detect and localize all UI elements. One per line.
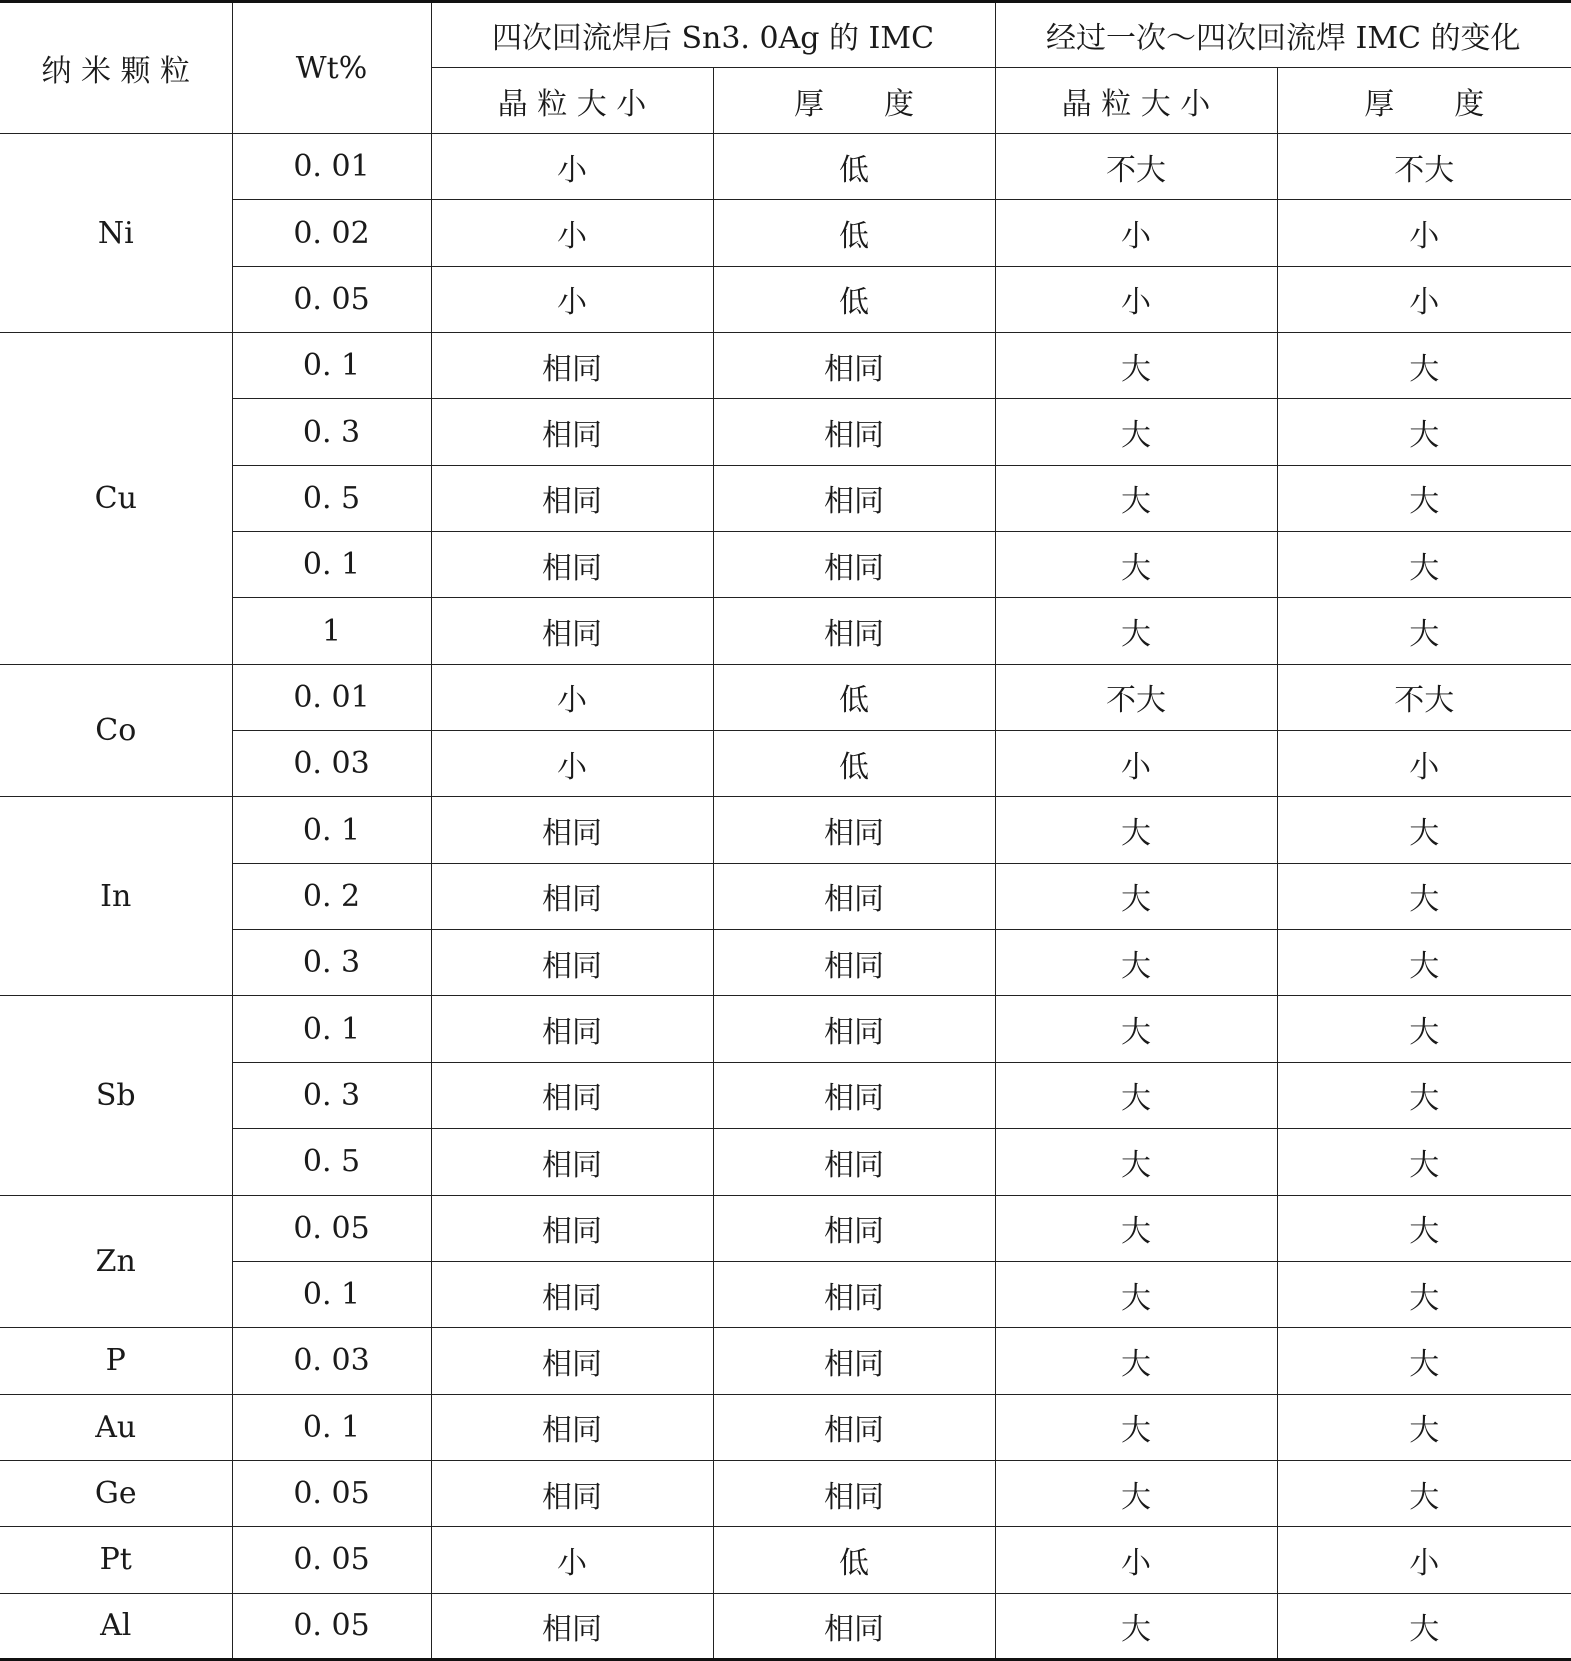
header-group-after-four-reflows: 四次回流焊后 Sn3. 0Ag 的 IMC	[431, 2, 995, 68]
table-row	[0, 1328, 1571, 1394]
grain-size-change-cell: 大	[995, 1328, 1277, 1394]
thickness-after-cell: 相同	[713, 1129, 995, 1195]
grain-size-change-cell: 大	[995, 1593, 1277, 1659]
thickness-after-cell: 相同	[713, 465, 995, 531]
grain-size-after-cell: 相同	[431, 399, 713, 465]
thickness-after-cell: 相同	[713, 1328, 995, 1394]
thickness-after-cell: 相同	[713, 598, 995, 664]
thickness-after-cell: 低	[713, 134, 995, 200]
thickness-change-cell: 大	[1277, 1394, 1571, 1460]
grain-size-change-cell: 大	[995, 1062, 1277, 1128]
table-row	[0, 1261, 1571, 1327]
grain-size-change-cell: 大	[995, 1394, 1277, 1460]
grain-size-after-cell: 相同	[431, 598, 713, 664]
thickness-change-cell: 大	[1277, 930, 1571, 996]
grain-size-change-cell: 小	[995, 1527, 1277, 1593]
thickness-change-cell: 大	[1277, 1261, 1571, 1327]
grain-size-change-cell: 大	[995, 532, 1277, 598]
wt-cell: 0. 3	[232, 1062, 431, 1128]
wt-cell: 0. 3	[232, 930, 431, 996]
wt-cell: 0. 05	[232, 266, 431, 332]
thickness-change-cell: 大	[1277, 1328, 1571, 1394]
table-row	[0, 333, 1571, 399]
grain-size-change-cell: 不大	[995, 664, 1277, 730]
thickness-after-cell: 相同	[713, 333, 995, 399]
thickness-after-cell: 相同	[713, 1394, 995, 1460]
wt-cell: 0. 01	[232, 664, 431, 730]
header-grain-size-2: 晶 粒 大 小	[995, 68, 1277, 134]
header-particle: 纳 米 颗 粒	[0, 2, 232, 134]
header-grain-size-1: 晶 粒 大 小	[431, 68, 713, 134]
wt-cell: 0. 1	[232, 1394, 431, 1460]
grain-size-after-cell: 小	[431, 731, 713, 797]
thickness-after-cell: 相同	[713, 1460, 995, 1526]
wt-cell: 0. 05	[232, 1195, 431, 1261]
thickness-after-cell: 相同	[713, 863, 995, 929]
table-row	[0, 266, 1571, 332]
grain-size-change-cell: 大	[995, 1195, 1277, 1261]
thickness-change-cell: 大	[1277, 797, 1571, 863]
particle-name-cell: Pt	[0, 1527, 232, 1593]
grain-size-after-cell: 相同	[431, 1593, 713, 1659]
wt-cell: 0. 03	[232, 731, 431, 797]
grain-size-change-cell: 大	[995, 399, 1277, 465]
thickness-change-cell: 大	[1277, 1195, 1571, 1261]
particle-name-cell: Sb	[0, 996, 232, 1195]
wt-cell: 0. 5	[232, 1129, 431, 1195]
grain-size-after-cell: 小	[431, 134, 713, 200]
thickness-after-cell: 相同	[713, 399, 995, 465]
thickness-change-cell: 小	[1277, 200, 1571, 266]
wt-cell: 0. 1	[232, 532, 431, 598]
thickness-after-cell: 相同	[713, 1195, 995, 1261]
thickness-after-cell: 相同	[713, 1593, 995, 1659]
table-header	[0, 2, 1571, 134]
thickness-after-cell: 相同	[713, 996, 995, 1062]
grain-size-after-cell: 小	[431, 664, 713, 730]
table-row	[0, 1195, 1571, 1261]
table-body	[0, 134, 1571, 1660]
thickness-change-cell: 大	[1277, 333, 1571, 399]
grain-size-after-cell: 相同	[431, 930, 713, 996]
table-row	[0, 134, 1571, 200]
wt-cell: 0. 03	[232, 1328, 431, 1394]
thickness-after-cell: 相同	[713, 532, 995, 598]
particle-name-cell: In	[0, 797, 232, 996]
grain-size-change-cell: 大	[995, 996, 1277, 1062]
grain-size-after-cell: 相同	[431, 996, 713, 1062]
table-row	[0, 399, 1571, 465]
thickness-change-cell: 不大	[1277, 664, 1571, 730]
thickness-change-cell: 小	[1277, 731, 1571, 797]
wt-cell: 0. 5	[232, 465, 431, 531]
grain-size-after-cell: 小	[431, 266, 713, 332]
table-row	[0, 863, 1571, 929]
thickness-change-cell: 大	[1277, 1593, 1571, 1659]
thickness-change-cell: 大	[1277, 532, 1571, 598]
thickness-after-cell: 低	[713, 1527, 995, 1593]
particle-name-cell: P	[0, 1328, 232, 1394]
grain-size-after-cell: 相同	[431, 797, 713, 863]
thickness-change-cell: 大	[1277, 598, 1571, 664]
wt-cell: 0. 1	[232, 797, 431, 863]
grain-size-change-cell: 不大	[995, 134, 1277, 200]
grain-size-change-cell: 大	[995, 1129, 1277, 1195]
thickness-change-cell: 大	[1277, 1460, 1571, 1526]
thickness-change-cell: 大	[1277, 996, 1571, 1062]
wt-cell: 0. 05	[232, 1593, 431, 1659]
table-row	[0, 1527, 1571, 1593]
header-thickness-2: 厚 度	[1277, 68, 1571, 134]
grain-size-change-cell: 大	[995, 1261, 1277, 1327]
grain-size-after-cell: 相同	[431, 1328, 713, 1394]
wt-cell: 0. 3	[232, 399, 431, 465]
wt-cell: 0. 1	[232, 1261, 431, 1327]
particle-name-cell: Au	[0, 1394, 232, 1460]
particle-name-cell: Cu	[0, 333, 232, 665]
thickness-change-cell: 大	[1277, 399, 1571, 465]
thickness-after-cell: 相同	[713, 930, 995, 996]
grain-size-change-cell: 小	[995, 200, 1277, 266]
table-row	[0, 532, 1571, 598]
thickness-after-cell: 低	[713, 664, 995, 730]
header-thickness-1: 厚 度	[713, 68, 995, 134]
table-row	[0, 1593, 1571, 1659]
grain-size-after-cell: 相同	[431, 465, 713, 531]
thickness-after-cell: 相同	[713, 1062, 995, 1128]
thickness-change-cell: 小	[1277, 1527, 1571, 1593]
thickness-after-cell: 相同	[713, 1261, 995, 1327]
thickness-change-cell: 大	[1277, 1062, 1571, 1128]
thickness-after-cell: 低	[713, 200, 995, 266]
table-row	[0, 797, 1571, 863]
particle-name-cell: Zn	[0, 1195, 232, 1328]
thickness-change-cell: 小	[1277, 266, 1571, 332]
wt-cell: 0. 1	[232, 333, 431, 399]
grain-size-change-cell: 大	[995, 930, 1277, 996]
header-wt: Wt%	[232, 2, 431, 134]
table-row	[0, 1129, 1571, 1195]
table-row	[0, 731, 1571, 797]
grain-size-change-cell: 大	[995, 333, 1277, 399]
wt-cell: 1	[232, 598, 431, 664]
grain-size-after-cell: 相同	[431, 1394, 713, 1460]
thickness-after-cell: 低	[713, 731, 995, 797]
wt-cell: 0. 05	[232, 1527, 431, 1593]
table-row	[0, 930, 1571, 996]
grain-size-after-cell: 相同	[431, 1062, 713, 1128]
grain-size-change-cell: 大	[995, 465, 1277, 531]
wt-cell: 0. 01	[232, 134, 431, 200]
thickness-change-cell: 大	[1277, 465, 1571, 531]
table-row	[0, 1062, 1571, 1128]
thickness-change-cell: 大	[1277, 1129, 1571, 1195]
particle-name-cell: Ni	[0, 134, 232, 333]
table-row	[0, 1394, 1571, 1460]
table-row	[0, 465, 1571, 531]
grain-size-after-cell: 小	[431, 1527, 713, 1593]
particle-name-cell: Ge	[0, 1460, 232, 1526]
table-row	[0, 200, 1571, 266]
wt-cell: 0. 05	[232, 1460, 431, 1526]
particle-name-cell: Co	[0, 664, 232, 797]
particle-name-cell: Al	[0, 1593, 232, 1659]
wt-cell: 0. 2	[232, 863, 431, 929]
grain-size-change-cell: 小	[995, 731, 1277, 797]
header-group-change-over-reflows: 经过一次～四次回流焊 IMC 的变化	[995, 2, 1571, 68]
grain-size-after-cell: 相同	[431, 1261, 713, 1327]
thickness-after-cell: 低	[713, 266, 995, 332]
table-row	[0, 598, 1571, 664]
grain-size-after-cell: 相同	[431, 1460, 713, 1526]
grain-size-after-cell: 相同	[431, 532, 713, 598]
table-row	[0, 664, 1571, 730]
grain-size-change-cell: 大	[995, 1460, 1277, 1526]
grain-size-after-cell: 相同	[431, 333, 713, 399]
grain-size-change-cell: 小	[995, 266, 1277, 332]
grain-size-after-cell: 相同	[431, 863, 713, 929]
thickness-change-cell: 大	[1277, 863, 1571, 929]
wt-cell: 0. 02	[232, 200, 431, 266]
grain-size-change-cell: 大	[995, 863, 1277, 929]
wt-cell: 0. 1	[232, 996, 431, 1062]
grain-size-after-cell: 相同	[431, 1195, 713, 1261]
thickness-change-cell: 不大	[1277, 134, 1571, 200]
grain-size-after-cell: 相同	[431, 1129, 713, 1195]
grain-size-change-cell: 大	[995, 598, 1277, 664]
grain-size-change-cell: 大	[995, 797, 1277, 863]
grain-size-after-cell: 小	[431, 200, 713, 266]
table-row	[0, 996, 1571, 1062]
thickness-after-cell: 相同	[713, 797, 995, 863]
table-row	[0, 1460, 1571, 1526]
